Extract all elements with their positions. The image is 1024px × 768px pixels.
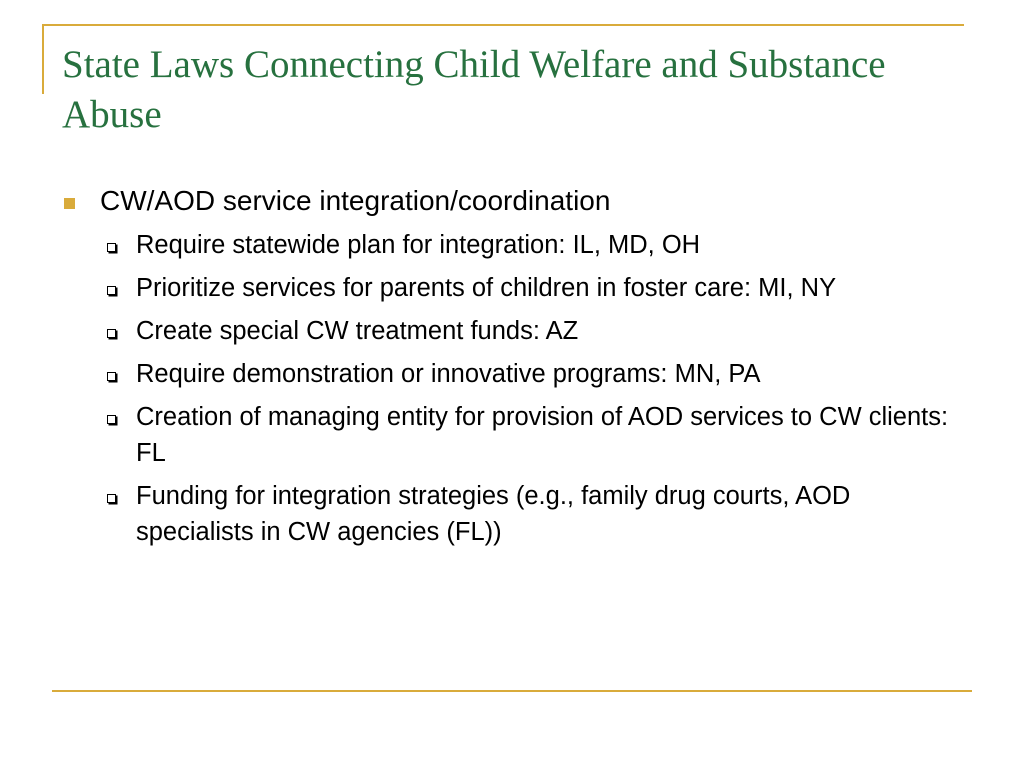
bottom-rule	[52, 690, 972, 692]
sub-bullet-text: Require statewide plan for integration: IL, MD, OH	[136, 231, 701, 259]
sub-bullet-text: Create special CW treatment funds: AZ	[136, 317, 579, 345]
top-rule	[42, 24, 964, 26]
sub-bullet-text: Prioritize services for parents of children in foster care: MI, NY	[136, 274, 837, 302]
hollow-square-bullet-icon	[107, 494, 116, 503]
slide-body	[62, 182, 972, 550]
sub-bullet-text: Creation of managing entity for provision of AOD services to CW clients: FL	[136, 403, 949, 467]
left-rule	[42, 24, 44, 94]
sub-bullet-item	[62, 270, 972, 306]
slide-title: State Laws Connecting Child Welfare and Substance Abuse	[62, 43, 886, 136]
main-bullet-text: CW/AOD service integration/coordination	[100, 185, 611, 216]
sub-bullet-item	[62, 356, 972, 392]
sub-bullet-item	[62, 227, 972, 263]
sub-bullet-item	[62, 313, 972, 349]
hollow-square-bullet-icon	[107, 329, 116, 338]
sub-bullet-list	[62, 227, 972, 550]
sub-bullet-item	[62, 399, 972, 471]
hollow-square-bullet-icon	[107, 243, 116, 252]
main-bullet-item	[62, 182, 972, 220]
hollow-square-bullet-icon	[107, 286, 116, 295]
hollow-square-bullet-icon	[107, 415, 116, 424]
hollow-square-bullet-icon	[107, 372, 116, 381]
sub-bullet-item	[62, 478, 972, 550]
square-bullet-icon	[64, 198, 75, 209]
sub-bullet-text: Funding for integration strategies (e.g., family drug courts, AOD specialists in CW agencies (FL))	[136, 482, 851, 546]
sub-bullet-text: Require demonstration or innovative programs: MN, PA	[136, 360, 761, 388]
